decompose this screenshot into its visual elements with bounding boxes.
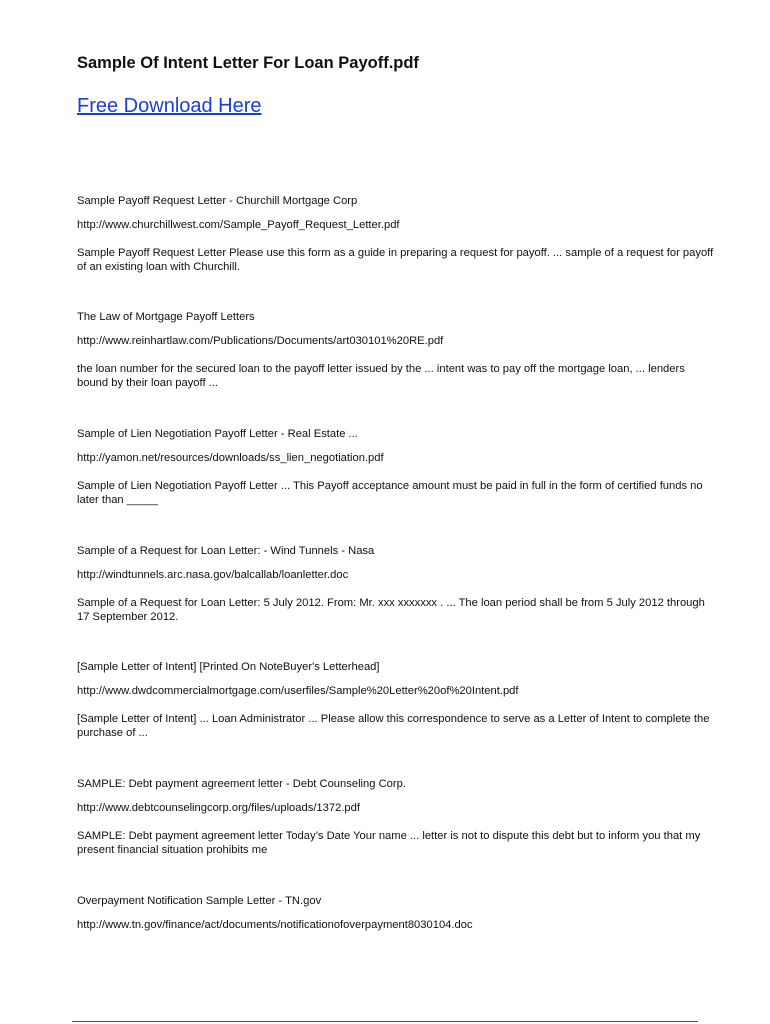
result-url[interactable]: http://www.churchillwest.com/Sample_Payoff_Request_Letter.pdf <box>77 219 400 231</box>
result-url[interactable]: http://windtunnels.arc.nasa.gov/balcallab/loanletter.doc <box>77 569 349 581</box>
result-title: [Sample Letter of Intent] [Printed On NoteBuyer's Letterhead] <box>77 661 380 673</box>
result-url[interactable]: http://www.dwdcommercialmortgage.com/userfiles/Sample%20Letter%20of%20Intent.pdf <box>77 685 519 697</box>
document-title: Sample Of Intent Letter For Loan Payoff.pdf <box>77 54 419 72</box>
footer-divider <box>72 1021 698 1022</box>
result-description: the loan number for the secured loan to the payoff letter issued by the ... intent was to pay off the mortgage loan, ... lenders bound by their loan payoff ... <box>77 363 685 389</box>
result-url[interactable]: http://www.debtcounselingcorp.org/files/uploads/1372.pdf <box>77 802 360 814</box>
result-title: Sample of a Request for Loan Letter: - Wind Tunnels - Nasa <box>77 545 375 557</box>
result-title: Sample of Lien Negotiation Payoff Letter - Real Estate ... <box>77 428 358 440</box>
free-download-link[interactable]: Free Download Here <box>77 95 262 117</box>
result-title: The Law of Mortgage Payoff Letters <box>77 311 255 323</box>
result-url[interactable]: http://www.reinhartlaw.com/Publications/Documents/art030101%20RE.pdf <box>77 335 444 347</box>
result-description: [Sample Letter of Intent] ... Loan Administrator ... Please allow this correspondence to serve as a Letter of Intent to complete the purchase of ... <box>77 713 710 739</box>
result-description: SAMPLE: Debt payment agreement letter Today’s Date Your name ... letter is not to dispute this debt but to inform you that my present financial situation prohibits me <box>77 830 701 856</box>
result-title: Sample Payoff Request Letter - Churchill Mortgage Corp <box>77 195 358 207</box>
result-title: SAMPLE: Debt payment agreement letter - Debt Counseling Corp. <box>77 778 406 790</box>
result-url[interactable]: http://yamon.net/resources/downloads/ss_lien_negotiation.pdf <box>77 452 384 464</box>
result-description: Sample of Lien Negotiation Payoff Letter ... This Payoff acceptance amount must be paid in full in the form of certified funds no later than _____ <box>77 480 703 506</box>
result-description: Sample of a Request for Loan Letter: 5 July 2012. From: Mr. xxx xxxxxxx . ... The loan period shall be from 5 July 2012 through 17 September 2012. <box>77 597 705 623</box>
result-url[interactable]: http://www.tn.gov/finance/act/documents/notificationofoverpayment8030104.doc <box>77 919 473 931</box>
result-description: Sample Payoff Request Letter Please use this form as a guide in preparing a request for payoff. ... sample of a request for payoff of an existing loan with Churchill. <box>77 247 714 273</box>
result-title: Overpayment Notification Sample Letter - TN.gov <box>77 895 322 907</box>
